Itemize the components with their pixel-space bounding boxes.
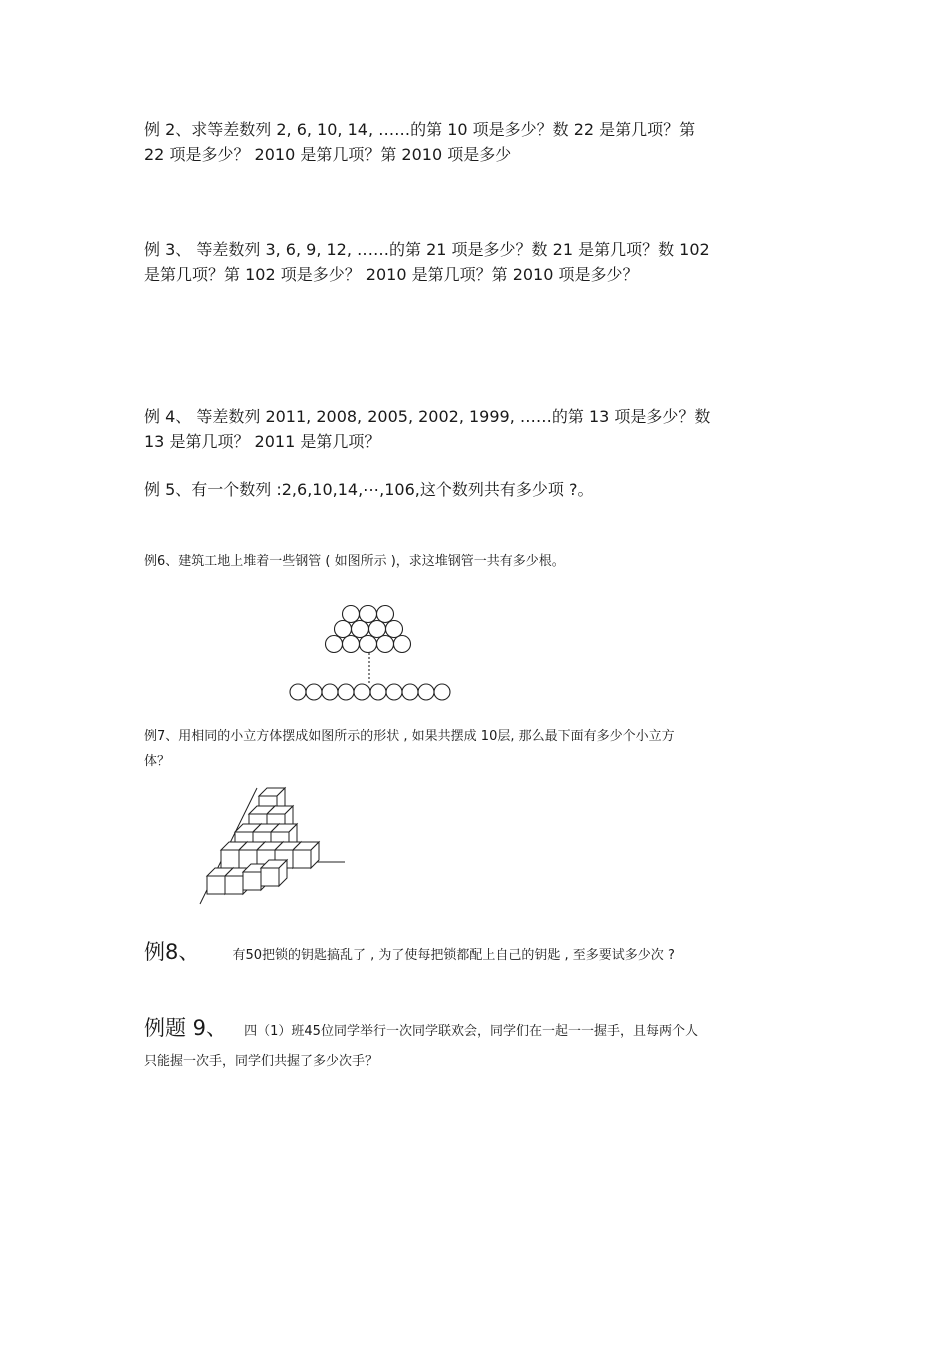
ex5-line1: 例 5、有一个数列 :2,6,10,14,⋯,106,这个数列共有多少项 ?。 [144, 480, 594, 499]
ex8-label: 例8、 [144, 940, 200, 964]
ex3-line2: 是第几项？第 102 项是多少？ 2010 是第几项？第 2010 项是多少？ [144, 265, 639, 284]
ex2-line1: 例 2、求等差数列 2, 6, 10, 14, ……的第 10 项是多少？数 22 是第几项？第 [144, 120, 696, 139]
ex8-text: 有50把锁的钥匙搞乱了 , 为了使每把锁都配上自己的钥匙 , 至多要试多少次 ? [232, 948, 675, 963]
ex7-line2: 体？ [144, 754, 171, 769]
ex2-line2: 22 项是多少？ 2010 是第几项？第 2010 项是多少 [144, 145, 512, 164]
ex9-label: 例题 9、 [144, 1016, 228, 1040]
ex6-line1: 例6、建筑工地上堆着一些钢管 ( 如图所示 )，求这堆钢管一共有多少根。 [144, 554, 565, 569]
ex8-line [144, 936, 675, 966]
pipe-stack-figure [280, 600, 460, 710]
ex3-line1: 例 3、 等差数列 3, 6, 9, 12, ……的第 21 项是多少？数 21 是第几项？数 102 [144, 240, 710, 259]
ex9-line2: 只能握一次手，同学们共握了多少次手？ [144, 1054, 379, 1069]
cube-stack-figure [195, 780, 350, 910]
ex9-text: 四（1）班45位同学举行一次同学联欢会，同学们在一起一一握手，且每两个人 [244, 1024, 698, 1039]
ex9-line1 [144, 1012, 698, 1042]
ex7-line1: 例7、用相同的小立方体摆成如图所示的形状 , 如果共摆成 10层, 那么最下面有多少个小立方 [144, 729, 675, 744]
ex4-line1: 例 4、 等差数列 2011, 2008, 2005, 2002, 1999, ……的第 13 项是多少？数 [144, 407, 711, 426]
ex4-line2: 13 是第几项？ 2011 是第几项？ [144, 432, 381, 451]
